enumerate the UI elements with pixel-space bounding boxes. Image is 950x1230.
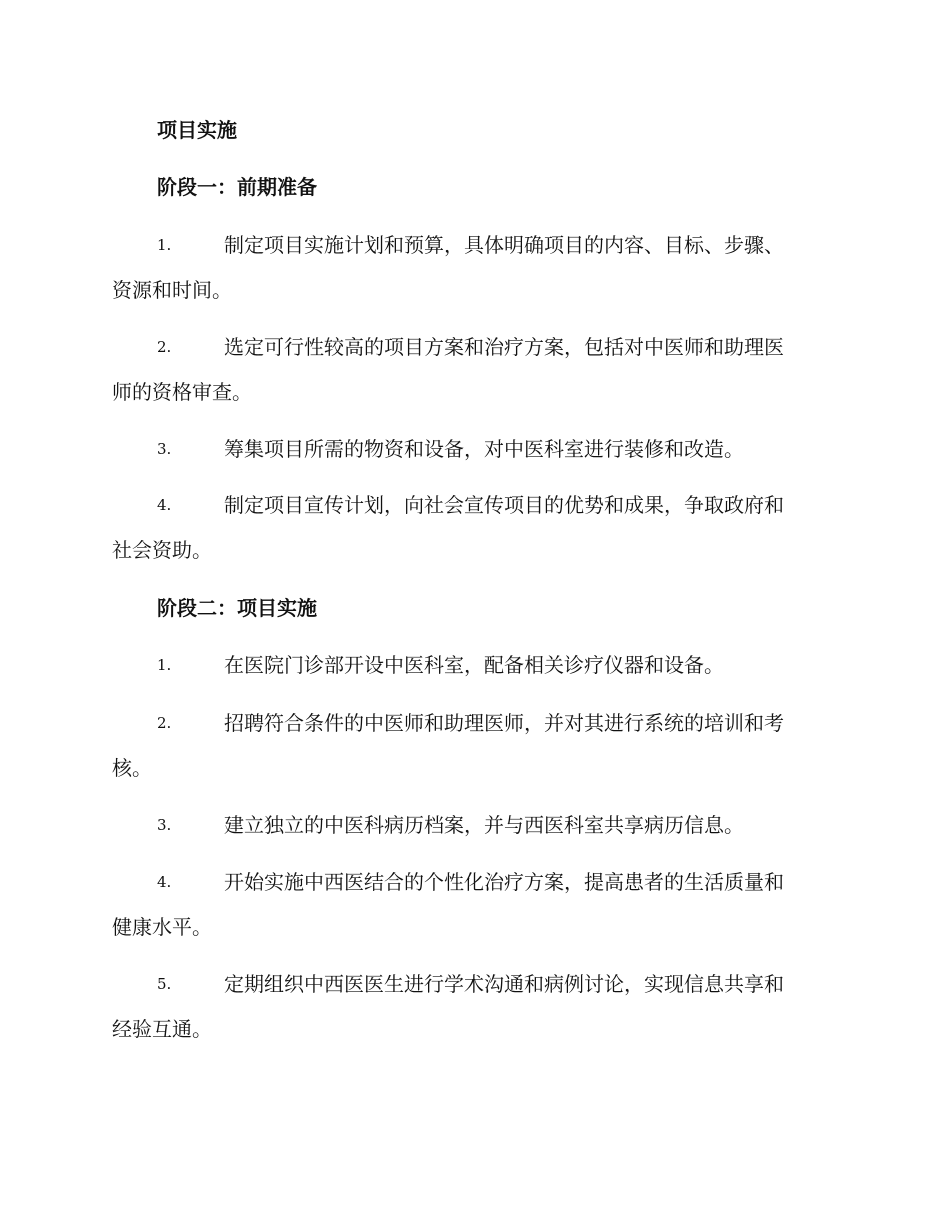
list-item-text: 在医院门诊部开设中医科室，配备相关诊疗仪器和设备。 [224,653,724,677]
list-item-number: 3. [157,816,172,834]
list-item-text-continued: 核。 [112,756,152,780]
list-item-text-continued: 师的资格审查。 [112,380,252,404]
stage-one-heading: 阶段一：前期准备 [157,175,317,199]
list-item-text: 建立独立的中医科病历档案，并与西医科室共享病历信息。 [224,813,744,837]
list-item-text-continued: 社会资助。 [112,538,212,562]
list-item-number: 5. [157,975,172,993]
list-item-number: 2. [157,714,172,732]
section-title: 项目实施 [157,118,237,142]
list-item-text: 制定项目宣传计划，向社会宣传项目的优势和成果，争取政府和 [224,493,784,517]
list-item-text-continued: 健康水平。 [112,915,212,939]
list-item-text: 定期组织中西医医生进行学术沟通和病例讨论，实现信息共享和 [224,972,784,996]
list-item-number: 1. [157,656,172,674]
list-item-text-continued: 经验互通。 [112,1017,212,1041]
list-item-text: 招聘符合条件的中医师和助理医师，并对其进行系统的培训和考 [224,711,784,735]
stage-two-heading: 阶段二：项目实施 [157,596,317,620]
list-item-number: 4. [157,496,172,514]
list-item-text: 制定项目实施计划和预算，具体明确项目的内容、目标、步骤、 [224,233,784,257]
list-item-number: 1. [157,236,172,254]
list-item-number: 2. [157,338,172,356]
list-item-number: 3. [157,440,172,458]
list-item-text: 选定可行性较高的项目方案和治疗方案，包括对中医师和助理医 [224,335,784,359]
list-item-number: 4. [157,873,172,891]
list-item-text: 筹集项目所需的物资和设备，对中医科室进行装修和改造。 [224,437,744,461]
list-item-text-continued: 资源和时间。 [112,278,232,302]
list-item-text: 开始实施中西医结合的个性化治疗方案，提高患者的生活质量和 [224,870,784,894]
